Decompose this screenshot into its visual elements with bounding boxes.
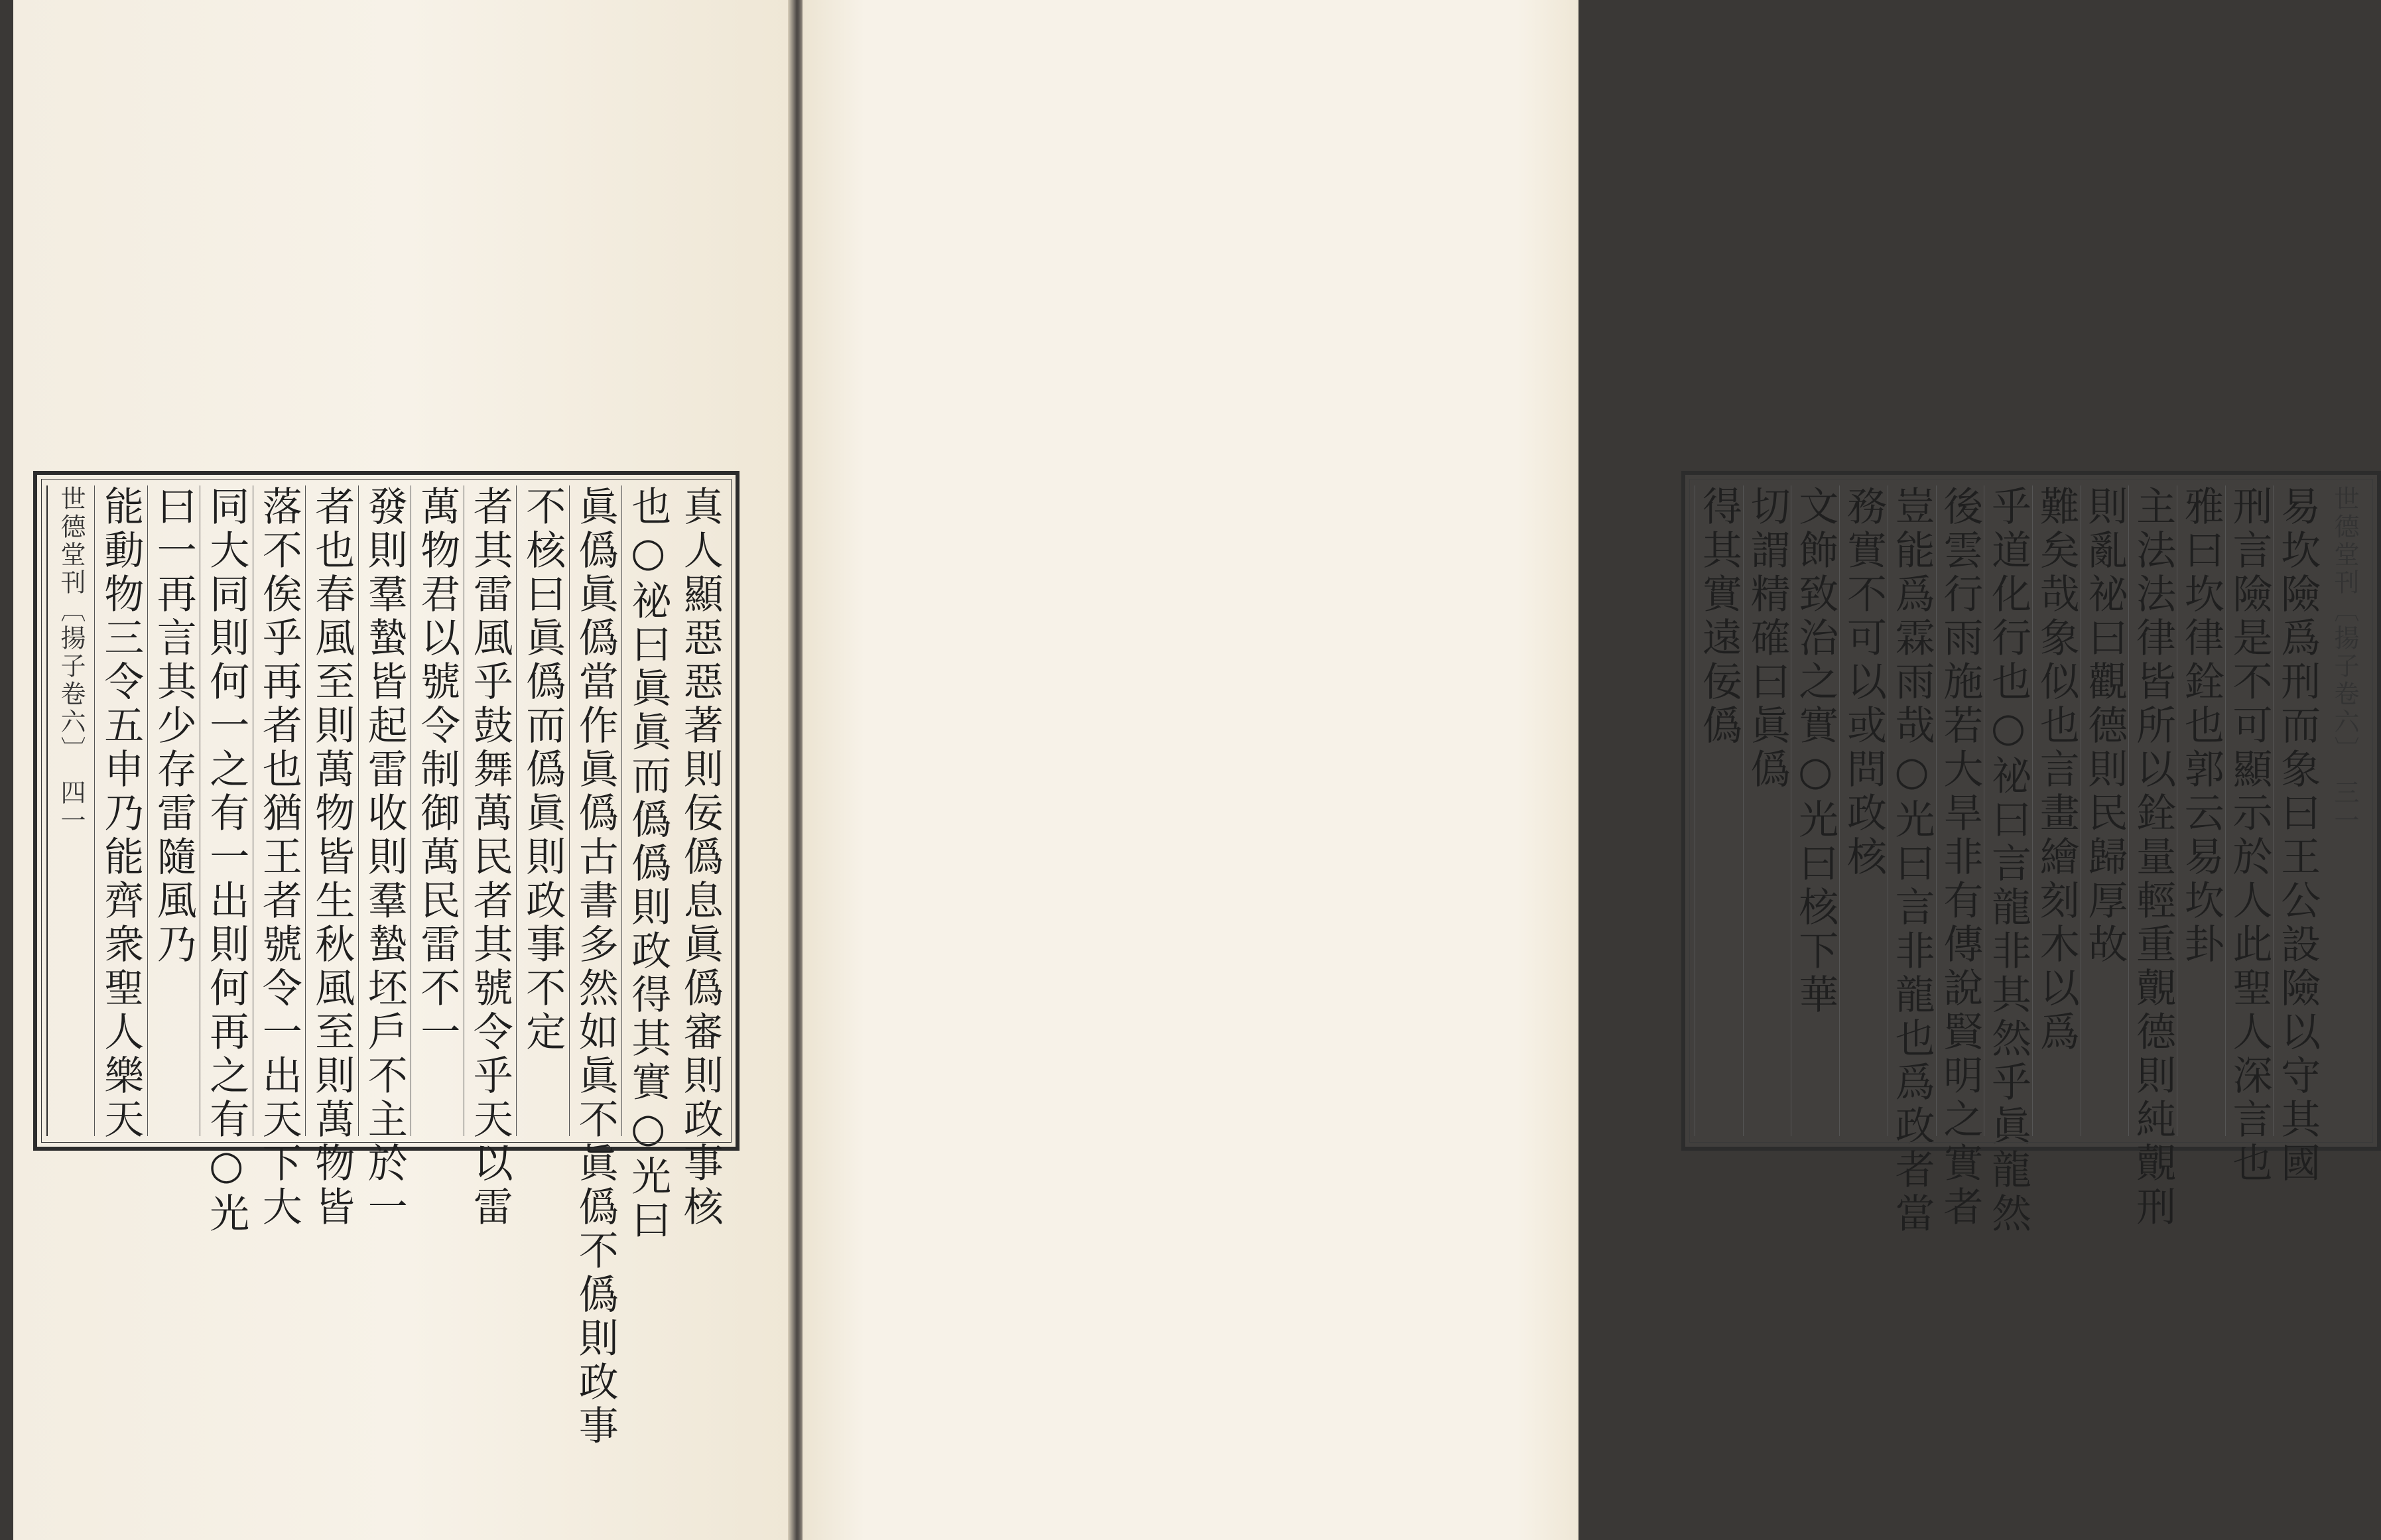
right-text-block [1681,471,2381,1236]
right-columns [1695,485,2368,1236]
text-column: 後雲行雨施若大旱非有傳說賢明之實者 [1937,485,1984,1230]
text-column: 能動物三令五申乃能齊衆聖人樂天 [94,485,147,1136]
text-column: 則亂祕曰觀德則民歸厚故 [2081,485,2129,1136]
page-margin-label: 世德堂刊〔揚子卷六〕 三一 [2330,485,2359,835]
text-column: 同大同則何一之有一出則何再之有○光 [200,485,253,1136]
left-text-block [33,471,740,1448]
text-column: 主法法律皆所以銓量輕重覿德則純覿刑 [2130,485,2177,1230]
text-column: 落不俟乎再者也猶王者號令一出天下大 [253,485,306,1136]
text-column: 發則羣蟄皆起雷收則羣蟄坯戶不主於一 [358,485,411,1136]
text-column: 切謂精確曰眞僞 [1743,485,1791,1136]
text-column: 者也春風至則萬物皆生秋風至則萬物皆 [305,485,358,1136]
right-page [803,0,2359,1540]
text-column: 真人顯惡惡著則佞僞息眞僞審則政事核 [676,485,724,1230]
text-column: 曰一再言其少存雷隨風乃 [147,485,200,1136]
text-column: 者其雷風乎鼓舞萬民者其號令乎天以雷 [464,485,517,1136]
text-column: 刑言險是不可顯示於人此聖人深言也 [2226,485,2273,1186]
text-column: 難矣哉象似也言畫繪刻木以爲 [2032,485,2081,1136]
text-column: 務實不可以或問政核 [1839,485,1888,1136]
text-column: 雅曰坎律銓也郭云易坎卦 [2177,485,2225,1136]
text-column: 文飾致治之實○光曰核下華 [1791,485,1839,1136]
text-column: 得其實遠佞僞 [1695,485,1743,1136]
left-page [13,0,793,1540]
text-column: 萬物君以號令制御萬民雷不一 [411,485,464,1136]
text-column: 易坎險爲刑而象曰王公設險以守其國 [2274,485,2321,1186]
left-columns [46,485,726,1448]
text-column: 眞僞眞僞當作眞僞古書多然如眞不眞僞不僞則政事 [569,485,622,1136]
text-column: 不核曰眞僞而僞眞則政事不定 [516,485,569,1136]
text-column: 豈能爲霖雨哉○光曰言非龍也爲政者當 [1888,485,1935,1236]
text-column: 乎道化行也○祕曰言龍非其然乎眞龍然 [1985,485,2032,1236]
page-margin-label: 世德堂刊〔揚子卷六〕 四一 [46,485,94,1136]
text-column: 也○祕曰眞眞而僞僞則政得其實○光曰 [621,485,675,1136]
